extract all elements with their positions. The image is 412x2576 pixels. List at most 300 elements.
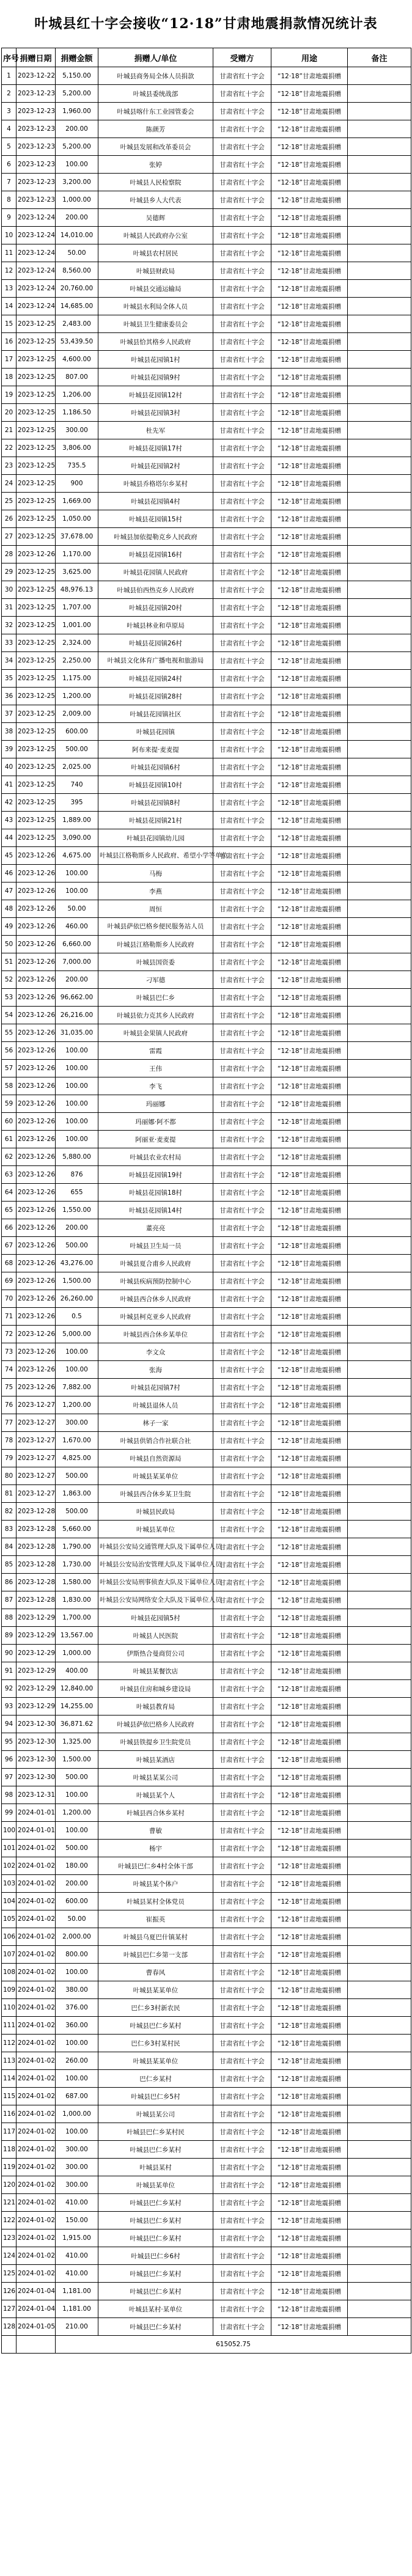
cell-note bbox=[348, 67, 411, 85]
cell-donor: 阿布来提·麦麦提 bbox=[98, 741, 213, 758]
table-row bbox=[2, 2300, 411, 2318]
cell-amount: 260.00 bbox=[56, 2052, 98, 2070]
cell-recipient: 甘肃省红十字会 bbox=[213, 138, 271, 156]
cell-date: 2023-12-29 bbox=[17, 1609, 56, 1627]
cell-amount: 100.00 bbox=[56, 1095, 98, 1113]
cell-date: 2024-01-04 bbox=[17, 2300, 56, 2318]
cell-note bbox=[348, 900, 411, 918]
table-row bbox=[2, 2194, 411, 2212]
cell-donor: 叶城县花园镇9村 bbox=[98, 369, 213, 386]
cell-date: 2024-01-02 bbox=[17, 1840, 56, 1857]
cell-recipient: 甘肃省红十字会 bbox=[213, 2300, 271, 2318]
table-row bbox=[2, 386, 411, 404]
cell-note bbox=[348, 1857, 411, 1875]
cell-recipient: 甘肃省红十字会 bbox=[213, 67, 271, 85]
table-row bbox=[2, 812, 411, 829]
cell-date: 2023-12-24 bbox=[17, 298, 56, 315]
cell-donor: 吴德辉 bbox=[98, 209, 213, 227]
cell-date: 2023-12-26 bbox=[17, 1131, 56, 1148]
cell-seq: 13 bbox=[2, 280, 17, 298]
cell-note bbox=[348, 670, 411, 688]
cell-amount: 300.00 bbox=[56, 422, 98, 439]
table-row bbox=[2, 2035, 411, 2052]
cell-amount: 1,000.00 bbox=[56, 2105, 98, 2123]
cell-amount: 3,200.00 bbox=[56, 174, 98, 191]
table-row bbox=[2, 1574, 411, 1591]
cell-purpose: “12·18”甘肃地震捐赠 bbox=[271, 528, 348, 546]
cell-seq: 126 bbox=[2, 2283, 17, 2300]
cell-note bbox=[348, 351, 411, 369]
cell-amount: 1,889.00 bbox=[56, 812, 98, 829]
cell-donor: 叶城县伯西热克乡人民政府 bbox=[98, 581, 213, 599]
cell-purpose: “12·18”甘肃地震捐赠 bbox=[271, 262, 348, 280]
cell-amount: 2,250.00 bbox=[56, 652, 98, 670]
cell-purpose: “12·18”甘肃地震捐赠 bbox=[271, 1680, 348, 1698]
cell-note bbox=[348, 369, 411, 386]
cell-recipient: 甘肃省红十字会 bbox=[213, 2283, 271, 2300]
cell-note bbox=[348, 1574, 411, 1591]
cell-amount: 1,915.00 bbox=[56, 2229, 98, 2247]
cell-amount: 500.00 bbox=[56, 1467, 98, 1485]
table-row bbox=[2, 1095, 411, 1113]
cell-recipient: 甘肃省红十字会 bbox=[213, 156, 271, 174]
cell-date: 2023-12-25 bbox=[17, 333, 56, 351]
cell-donor: 叶城县某某公司 bbox=[98, 1769, 213, 1786]
cell-amount: 0.5 bbox=[56, 1308, 98, 1326]
cell-date: 2024-01-02 bbox=[17, 1928, 56, 1946]
table-row bbox=[2, 953, 411, 971]
cell-recipient: 甘肃省红十字会 bbox=[213, 404, 271, 422]
cell-purpose: “12·18”甘肃地震捐赠 bbox=[271, 369, 348, 386]
table-row bbox=[2, 1290, 411, 1308]
cell-donor: 叶城县乡人大代表 bbox=[98, 191, 213, 209]
cell-date: 2024-01-01 bbox=[17, 1804, 56, 1822]
cell-date: 2023-12-26 bbox=[17, 865, 56, 883]
cell-note bbox=[348, 315, 411, 333]
cell-note bbox=[348, 1645, 411, 1662]
table-row bbox=[2, 457, 411, 475]
cell-donor: 叶城县某公司 bbox=[98, 2105, 213, 2123]
cell-note bbox=[348, 2194, 411, 2212]
cell-recipient: 甘肃省红十字会 bbox=[213, 1343, 271, 1361]
cell-seq: 62 bbox=[2, 1148, 17, 1166]
cell-recipient: 甘肃省红十字会 bbox=[213, 1645, 271, 1662]
cell-recipient: 甘肃省红十字会 bbox=[213, 1769, 271, 1786]
cell-seq: 57 bbox=[2, 1060, 17, 1077]
table-row bbox=[2, 1910, 411, 1928]
cell-amount: 50.00 bbox=[56, 900, 98, 918]
table-row bbox=[2, 1964, 411, 1981]
cell-purpose: “12·18”甘肃地震捐赠 bbox=[271, 1609, 348, 1627]
cell-date: 2023-12-26 bbox=[17, 1379, 56, 1396]
cell-note bbox=[348, 1786, 411, 1804]
cell-purpose: “12·18”甘肃地震捐赠 bbox=[271, 351, 348, 369]
cell-seq: 121 bbox=[2, 2194, 17, 2212]
cell-note bbox=[348, 918, 411, 936]
cell-date: 2024-01-02 bbox=[17, 1857, 56, 1875]
cell-seq: 64 bbox=[2, 1184, 17, 1202]
table-row bbox=[2, 1538, 411, 1556]
cell-recipient: 甘肃省红十字会 bbox=[213, 1928, 271, 1946]
cell-recipient: 甘肃省红十字会 bbox=[213, 2123, 271, 2141]
cell-note bbox=[348, 493, 411, 510]
cell-recipient: 甘肃省红十字会 bbox=[213, 2318, 271, 2336]
cell-donor: 叶城县花园镇15村 bbox=[98, 510, 213, 528]
cell-donor: 叶城县柯克亚乡人民政府 bbox=[98, 1308, 213, 1326]
cell-recipient: 甘肃省红十字会 bbox=[213, 900, 271, 918]
cell-date: 2024-01-02 bbox=[17, 2194, 56, 2212]
cell-donor: 叶城县巴仁乡某村 bbox=[98, 2212, 213, 2229]
cell-purpose: “12·18”甘肃地震捐赠 bbox=[271, 404, 348, 422]
cell-amount: 1,206.00 bbox=[56, 386, 98, 404]
cell-donor: 叶城县巴仁乡第一支部 bbox=[98, 1946, 213, 1964]
table-row bbox=[2, 1131, 411, 1148]
cell-recipient: 甘肃省红十字会 bbox=[213, 794, 271, 812]
cell-date: 2023-12-25 bbox=[17, 315, 56, 333]
cell-purpose: “12·18”甘肃地震捐赠 bbox=[271, 2159, 348, 2176]
cell-amount: 53,439.50 bbox=[56, 333, 98, 351]
table-row bbox=[2, 617, 411, 634]
cell-seq: 113 bbox=[2, 2052, 17, 2070]
cell-date: 2024-01-02 bbox=[17, 1999, 56, 2017]
cell-date: 2023-12-26 bbox=[17, 1184, 56, 1202]
cell-seq: 87 bbox=[2, 1591, 17, 1609]
cell-date: 2023-12-26 bbox=[17, 1272, 56, 1290]
cell-seq: 22 bbox=[2, 439, 17, 457]
cell-recipient: 甘肃省红十字会 bbox=[213, 1272, 271, 1290]
cell-recipient: 甘肃省红十字会 bbox=[213, 2035, 271, 2052]
table-row bbox=[2, 1237, 411, 1255]
cell-date: 2023-12-25 bbox=[17, 688, 56, 705]
cell-recipient: 甘肃省红十字会 bbox=[213, 1219, 271, 1237]
cell-donor: 叶城县花园镇20村 bbox=[98, 599, 213, 617]
cell-recipient: 甘肃省红十字会 bbox=[213, 1361, 271, 1379]
cell-note bbox=[348, 563, 411, 581]
cell-date: 2024-01-02 bbox=[17, 1964, 56, 1981]
cell-date: 2023-12-26 bbox=[17, 1095, 56, 1113]
cell-recipient: 甘肃省红十字会 bbox=[213, 510, 271, 528]
cell-seq: 90 bbox=[2, 1645, 17, 1662]
cell-note bbox=[348, 2105, 411, 2123]
cell-amount: 100.00 bbox=[56, 865, 98, 883]
cell-recipient: 甘肃省红十字会 bbox=[213, 1538, 271, 1556]
cell-recipient: 甘肃省红十字会 bbox=[213, 1591, 271, 1609]
cell-recipient: 甘肃省红十字会 bbox=[213, 209, 271, 227]
cell-seq: 76 bbox=[2, 1396, 17, 1414]
cell-amount: 180.00 bbox=[56, 1857, 98, 1875]
cell-recipient: 甘肃省红十字会 bbox=[213, 1910, 271, 1928]
table-row bbox=[2, 1379, 411, 1396]
cell-purpose: “12·18”甘肃地震捐赠 bbox=[271, 1007, 348, 1024]
cell-amount: 14,010.00 bbox=[56, 227, 98, 244]
cell-seq: 81 bbox=[2, 1485, 17, 1503]
cell-date: 2023-12-30 bbox=[17, 1751, 56, 1769]
cell-recipient: 甘肃省红十字会 bbox=[213, 528, 271, 546]
cell-note bbox=[348, 2212, 411, 2229]
cell-date: 2023-12-25 bbox=[17, 794, 56, 812]
cell-purpose: “12·18”甘肃地震捐赠 bbox=[271, 829, 348, 847]
table-row bbox=[2, 1343, 411, 1361]
cell-seq: 20 bbox=[2, 404, 17, 422]
cell-date: 2024-01-02 bbox=[17, 1910, 56, 1928]
cell-recipient: 甘肃省红十字会 bbox=[213, 2176, 271, 2194]
cell-date: 2024-01-02 bbox=[17, 2105, 56, 2123]
cell-note bbox=[348, 2176, 411, 2194]
cell-seq: 21 bbox=[2, 422, 17, 439]
cell-date: 2023-12-26 bbox=[17, 971, 56, 989]
table-row bbox=[2, 422, 411, 439]
cell-date: 2024-01-02 bbox=[17, 2088, 56, 2105]
cell-donor: 叶城县花园镇18村 bbox=[98, 1184, 213, 1202]
cell-seq: 10 bbox=[2, 227, 17, 244]
cell-amount: 1,325.00 bbox=[56, 1733, 98, 1751]
cell-purpose: “12·18”甘肃地震捐赠 bbox=[271, 847, 348, 865]
cell-note bbox=[348, 1485, 411, 1503]
cell-date: 2023-12-25 bbox=[17, 617, 56, 634]
cell-seq: 91 bbox=[2, 1662, 17, 1680]
cell-note bbox=[348, 1432, 411, 1450]
cell-purpose: “12·18”甘肃地震捐赠 bbox=[271, 1769, 348, 1786]
cell-amount: 1,200.00 bbox=[56, 688, 98, 705]
cell-seq: 78 bbox=[2, 1432, 17, 1450]
table-row bbox=[2, 298, 411, 315]
cell-purpose: “12·18”甘肃地震捐赠 bbox=[271, 1627, 348, 1645]
cell-amount: 26,260.00 bbox=[56, 1290, 98, 1308]
cell-note bbox=[348, 475, 411, 493]
cell-amount: 1,001.00 bbox=[56, 617, 98, 634]
cell-date: 2023-12-24 bbox=[17, 227, 56, 244]
table-row bbox=[2, 1999, 411, 2017]
cell-seq: 38 bbox=[2, 723, 17, 741]
cell-recipient: 甘肃省红十字会 bbox=[213, 120, 271, 138]
table-row bbox=[2, 1166, 411, 1184]
cell-seq: 44 bbox=[2, 829, 17, 847]
cell-purpose: “12·18”甘肃地震捐赠 bbox=[271, 617, 348, 634]
table-row bbox=[2, 883, 411, 900]
cell-seq: 69 bbox=[2, 1272, 17, 1290]
table-row bbox=[2, 244, 411, 262]
cell-recipient: 甘肃省红十字会 bbox=[213, 847, 271, 865]
cell-note bbox=[348, 1237, 411, 1255]
cell-donor: 李文众 bbox=[98, 1343, 213, 1361]
table-row bbox=[2, 2088, 411, 2105]
cell-amount: 1,580.00 bbox=[56, 1574, 98, 1591]
cell-seq: 6 bbox=[2, 156, 17, 174]
cell-amount: 300.00 bbox=[56, 2176, 98, 2194]
cell-note bbox=[348, 85, 411, 103]
table-row bbox=[2, 315, 411, 333]
cell-donor: 叶城县巴仁乡 bbox=[98, 989, 213, 1007]
cell-recipient: 甘肃省红十字会 bbox=[213, 2194, 271, 2212]
cell-seq: 42 bbox=[2, 794, 17, 812]
cell-purpose: “12·18”甘肃地震捐赠 bbox=[271, 1556, 348, 1574]
table-row bbox=[2, 918, 411, 936]
cell-recipient: 甘肃省红十字会 bbox=[213, 351, 271, 369]
cell-amount: 1,186.50 bbox=[56, 404, 98, 422]
cell-purpose: “12·18”甘肃地震捐赠 bbox=[271, 1396, 348, 1414]
cell-note bbox=[348, 688, 411, 705]
cell-seq: 3 bbox=[2, 103, 17, 120]
cell-recipient: 甘肃省红十字会 bbox=[213, 1981, 271, 1999]
cell-date: 2023-12-29 bbox=[17, 1680, 56, 1698]
cell-donor: 阿丽亚·麦麦提 bbox=[98, 1131, 213, 1148]
cell-note bbox=[348, 1999, 411, 2017]
cell-date: 2023-12-26 bbox=[17, 1166, 56, 1184]
cell-seq: 110 bbox=[2, 1999, 17, 2017]
cell-amount: 96,662.00 bbox=[56, 989, 98, 1007]
cell-amount: 1,700.00 bbox=[56, 1609, 98, 1627]
cell-date: 2024-01-02 bbox=[17, 2123, 56, 2141]
cell-amount: 12,840.00 bbox=[56, 1680, 98, 1698]
cell-note bbox=[348, 227, 411, 244]
cell-note bbox=[348, 1007, 411, 1024]
cell-donor: 叶城县某餐饮店 bbox=[98, 1662, 213, 1680]
cell-donor: 张婷 bbox=[98, 156, 213, 174]
cell-amount: 1,000.00 bbox=[56, 191, 98, 209]
cell-seq: 2 bbox=[2, 85, 17, 103]
cell-date: 2023-12-27 bbox=[17, 1467, 56, 1485]
cell-donor: 叶城县西合休乡某单位 bbox=[98, 1326, 213, 1343]
table-row bbox=[2, 705, 411, 723]
table-row bbox=[2, 1450, 411, 1467]
cell-seq: 95 bbox=[2, 1733, 17, 1751]
cell-amount: 735.5 bbox=[56, 457, 98, 475]
cell-purpose: “12·18”甘肃地震捐赠 bbox=[271, 315, 348, 333]
cell-donor: 玛丽娜 bbox=[98, 1095, 213, 1113]
table-row bbox=[2, 1272, 411, 1290]
cell-date: 2023-12-26 bbox=[17, 1326, 56, 1343]
cell-date: 2023-12-26 bbox=[17, 936, 56, 953]
cell-purpose: “12·18”甘肃地震捐赠 bbox=[271, 776, 348, 794]
cell-note bbox=[348, 1467, 411, 1485]
cell-recipient: 甘肃省红十字会 bbox=[213, 1574, 271, 1591]
cell-date: 2023-12-27 bbox=[17, 1485, 56, 1503]
cell-note bbox=[348, 758, 411, 776]
table-row bbox=[2, 794, 411, 812]
cell-note bbox=[348, 1113, 411, 1131]
cell-donor: 玛丽娜·阿不都 bbox=[98, 1113, 213, 1131]
cell-donor: 叶城县萨依巴格乡便民服务站人员 bbox=[98, 918, 213, 936]
cell-amount: 395 bbox=[56, 794, 98, 812]
cell-note bbox=[348, 1804, 411, 1822]
cell-date: 2023-12-29 bbox=[17, 1627, 56, 1645]
cell-donor: 曹敏 bbox=[98, 1822, 213, 1840]
cell-note bbox=[348, 865, 411, 883]
cell-donor: 叶城县人民医院 bbox=[98, 1627, 213, 1645]
cell-date: 2023-12-26 bbox=[17, 1042, 56, 1060]
cell-amount: 1,670.00 bbox=[56, 1432, 98, 1450]
cell-purpose: “12·18”甘肃地震捐赠 bbox=[271, 457, 348, 475]
cell-seq: 74 bbox=[2, 1361, 17, 1379]
cell-seq: 101 bbox=[2, 1840, 17, 1857]
cell-purpose: “12·18”甘肃地震捐赠 bbox=[271, 1060, 348, 1077]
table-row bbox=[2, 936, 411, 953]
cell-donor: 叶城县花园镇3村 bbox=[98, 404, 213, 422]
cell-amount: 1,050.00 bbox=[56, 510, 98, 528]
table-row bbox=[2, 1396, 411, 1414]
cell-recipient: 甘肃省红十字会 bbox=[213, 1786, 271, 1804]
table-row bbox=[2, 1822, 411, 1840]
cell-amount: 150.00 bbox=[56, 2212, 98, 2229]
cell-note bbox=[348, 422, 411, 439]
cell-donor: 叶城县某村·某单位 bbox=[98, 2300, 213, 2318]
table-row bbox=[2, 1928, 411, 1946]
cell-date: 2024-01-02 bbox=[17, 2176, 56, 2194]
cell-amount: 2,483.00 bbox=[56, 315, 98, 333]
cell-recipient: 甘肃省红十字会 bbox=[213, 2212, 271, 2229]
cell-purpose: “12·18”甘肃地震捐赠 bbox=[271, 156, 348, 174]
cell-recipient: 甘肃省红十字会 bbox=[213, 1148, 271, 1166]
cell-amount: 1,170.00 bbox=[56, 546, 98, 563]
cell-seq: 34 bbox=[2, 652, 17, 670]
cell-purpose: “12·18”甘肃地震捐赠 bbox=[271, 563, 348, 581]
cell-purpose: “12·18”甘肃地震捐赠 bbox=[271, 2105, 348, 2123]
cell-donor: 叶城县花园镇12村 bbox=[98, 386, 213, 404]
cell-donor: 叶城县加依提勒克乡人民政府 bbox=[98, 528, 213, 546]
header-date: 捐赠日期 bbox=[17, 48, 56, 67]
cell-seq: 115 bbox=[2, 2088, 17, 2105]
cell-amount: 200.00 bbox=[56, 209, 98, 227]
table-row bbox=[2, 1361, 411, 1379]
cell-purpose: “12·18”甘肃地震捐赠 bbox=[271, 1840, 348, 1857]
cell-seq: 17 bbox=[2, 351, 17, 369]
cell-donor: 曹春风 bbox=[98, 1964, 213, 1981]
cell-date: 2023-12-28 bbox=[17, 1538, 56, 1556]
table-row bbox=[2, 2123, 411, 2141]
table-row bbox=[2, 2105, 411, 2123]
cell-amount: 36,871.62 bbox=[56, 1715, 98, 1733]
cell-donor: 叶城县卫生健康委员会 bbox=[98, 315, 213, 333]
cell-date: 2023-12-25 bbox=[17, 581, 56, 599]
table-row bbox=[2, 723, 411, 741]
cell-purpose: “12·18”甘肃地震捐赠 bbox=[271, 439, 348, 457]
cell-purpose: “12·18”甘肃地震捐赠 bbox=[271, 900, 348, 918]
cell-date: 2023-12-30 bbox=[17, 1769, 56, 1786]
cell-donor: 叶城县教育局 bbox=[98, 1698, 213, 1715]
cell-purpose: “12·18”甘肃地震捐赠 bbox=[271, 244, 348, 262]
cell-note bbox=[348, 333, 411, 351]
cell-purpose: “12·18”甘肃地震捐赠 bbox=[271, 2176, 348, 2194]
cell-donor: 叶城县花园镇7村 bbox=[98, 1379, 213, 1396]
cell-date: 2023-12-25 bbox=[17, 422, 56, 439]
cell-note bbox=[348, 1024, 411, 1042]
cell-seq: 50 bbox=[2, 936, 17, 953]
cell-amount: 1,707.00 bbox=[56, 599, 98, 617]
table-row bbox=[2, 599, 411, 617]
cell-date: 2023-12-23 bbox=[17, 156, 56, 174]
table-row bbox=[2, 865, 411, 883]
total-value: 615052.75 bbox=[56, 2336, 411, 2354]
cell-note bbox=[348, 705, 411, 723]
cell-purpose: “12·18”甘肃地震捐赠 bbox=[271, 670, 348, 688]
cell-seq: 8 bbox=[2, 191, 17, 209]
cell-donor: 叶城县农村居民 bbox=[98, 244, 213, 262]
cell-seq: 109 bbox=[2, 1981, 17, 1999]
cell-date: 2023-12-29 bbox=[17, 1698, 56, 1715]
cell-donor: 叶城县某单位 bbox=[98, 1521, 213, 1538]
cell-purpose: “12·18”甘肃地震捐赠 bbox=[271, 1272, 348, 1290]
header-amount: 捐赠金额 bbox=[56, 48, 98, 67]
cell-note bbox=[348, 1609, 411, 1627]
table-row bbox=[2, 1662, 411, 1680]
cell-donor: 叶城县巴仁乡某村 bbox=[98, 2141, 213, 2159]
cell-note bbox=[348, 1662, 411, 1680]
cell-purpose: “12·18”甘肃地震捐赠 bbox=[271, 1361, 348, 1379]
cell-amount: 500.00 bbox=[56, 1840, 98, 1857]
cell-date: 2023-12-23 bbox=[17, 103, 56, 120]
cell-date: 2023-12-24 bbox=[17, 280, 56, 298]
cell-recipient: 甘肃省红十字会 bbox=[213, 1396, 271, 1414]
